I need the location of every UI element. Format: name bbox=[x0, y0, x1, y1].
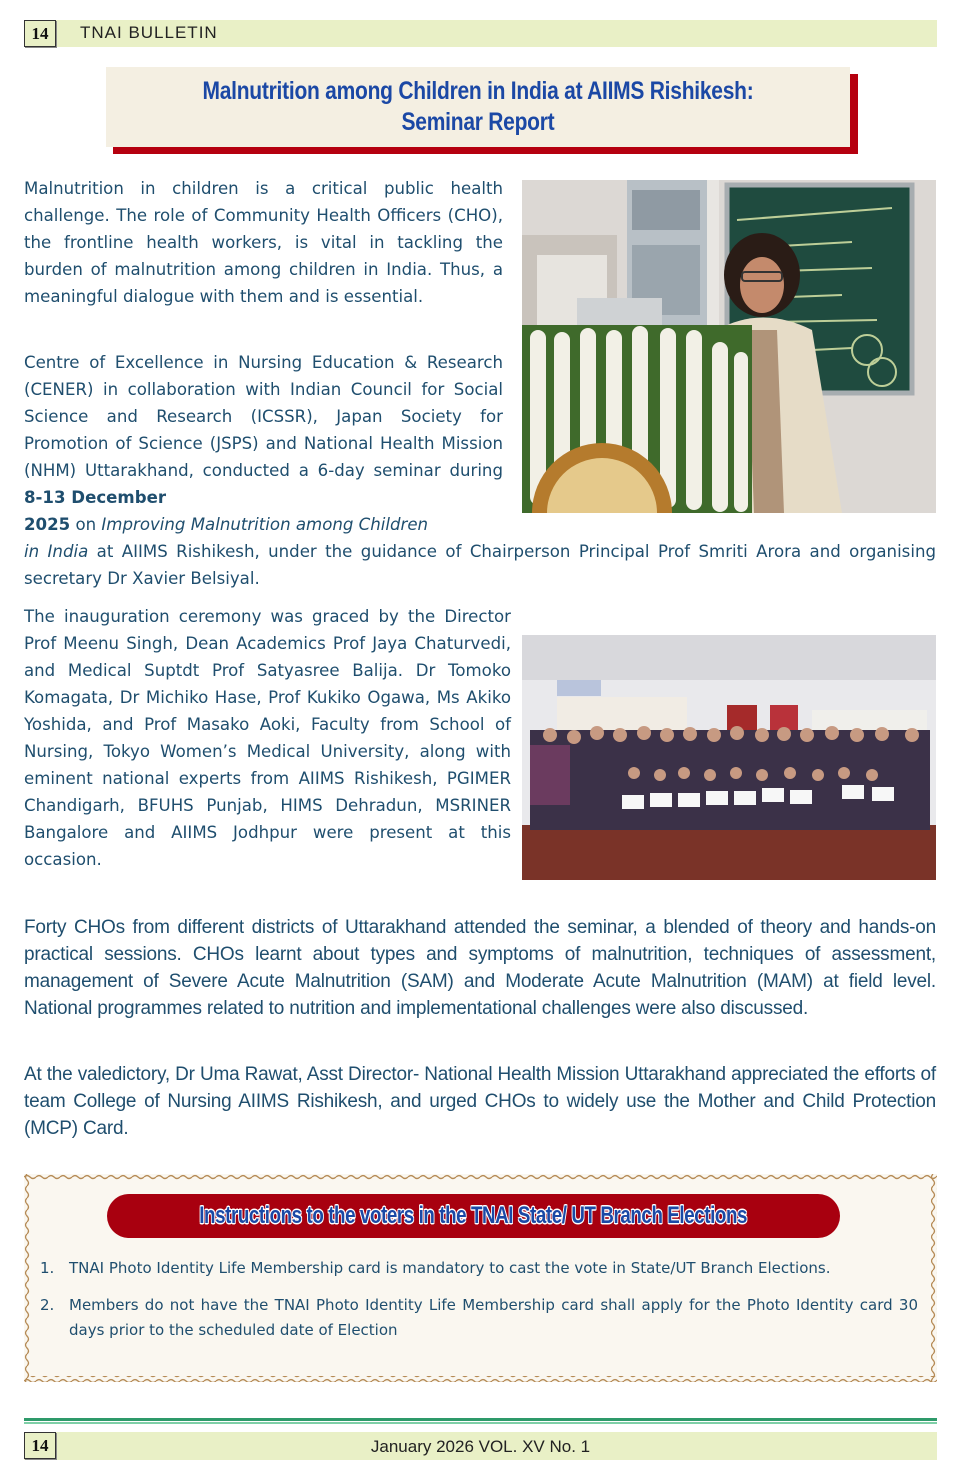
paragraph-valedictory: At the valedictory, Dr Uma Rawat, Asst Director- National Health Mission Uttarakhand appreciated the efforts of team College of Nursing AIIMS Rishikesh, and urged CHOs to widely use the Mother and Child Protection (MCP) Card. bbox=[24, 1064, 936, 1139]
seminar-year: 2025 bbox=[24, 515, 71, 534]
photo-group-illustration bbox=[522, 635, 936, 880]
election-instruction-item bbox=[40, 1293, 918, 1343]
paragraph-sessions: Forty CHOs from different districts of Uttarakhand attended the seminar, a blended of theory and hands-on practical sessions. CHOs learnt about types and symptoms of malnutrition, techniques of assessment, management of Severe Acute Malnutrition (SAM) and Moderate Acute Malnutrition (MAM) at field level. National programmes related to nutrition and implementational challenges were also discussed. bbox=[24, 917, 936, 1019]
article-title-line2: Seminar Report bbox=[401, 108, 555, 136]
photo-group bbox=[522, 635, 936, 880]
election-banner bbox=[107, 1194, 840, 1238]
paragraph-inauguration: The inauguration ceremony was graced by the Director Prof Meenu Singh, Dean Academics Prof Jaya Chaturvedi, and Medical Suptdt Prof Satyasree Balija. Dr Tomoko Komagata, Dr Michiko Hase, Prof Kukiko Ogawa, Ms Akiko Yoshida, and Prof Masako Aoki, Faculty from School of Nursing, Tokyo Women’s Medical University, along with eminent national experts from AIIMS Rishikesh, PGIMER Chandigarh, BFUHS Punjab, HIMS Dehradun, MSRINER Bangalore and AIIMS Jodhpur were present at this occasion. bbox=[24, 607, 511, 869]
election-instructions-list bbox=[40, 1256, 918, 1355]
item-text: TNAI Photo Identity Life Membership card is mandatory to cast the vote in State/UT Branch Elections. bbox=[69, 1259, 831, 1277]
election-instruction-item bbox=[40, 1256, 918, 1281]
seminar-dates: 8-13 December bbox=[24, 488, 167, 507]
publication-title: TNAI BULLETIN bbox=[80, 23, 218, 42]
seminar-topic-end: in India bbox=[24, 542, 89, 561]
paragraph-seminar-part3 bbox=[24, 538, 936, 592]
footer-issue: January 2026 VOL. XV No. 1 bbox=[370, 1437, 591, 1456]
article-title-box bbox=[106, 67, 850, 147]
seminar-text-on: on bbox=[70, 515, 102, 534]
footer-rule bbox=[24, 1418, 937, 1421]
seminar-guidance: at AIIMS Rishikesh, under the guidance of Chairperson Principal Prof Smriti Arora and organising secretary Dr Xavier Belsiyal. bbox=[24, 542, 936, 588]
footer-rule-light bbox=[24, 1422, 937, 1424]
election-heading: Instructions to the voters in the TNAI State/ UT Branch Elections bbox=[199, 1202, 748, 1229]
photo-speaker-illustration bbox=[522, 180, 936, 513]
article-title-line1: Malnutrition among Children in India at AIIMS Rishikesh: bbox=[202, 77, 754, 105]
paragraph-seminar-part2 bbox=[24, 511, 503, 538]
photo-speaker bbox=[522, 180, 936, 513]
paragraph-seminar-part1 bbox=[24, 349, 503, 511]
paragraph-intro: Malnutrition in children is a critical public health challenge. The role of Community Health Officers (CHO), the frontline health workers, is vital in tackling the burden of malnutrition among children in India. Thus, a meaningful dialogue with them and is essential. bbox=[24, 179, 503, 306]
item-number: 1. bbox=[40, 1259, 55, 1277]
item-number: 2. bbox=[40, 1296, 55, 1314]
item-text: Members do not have the TNAI Photo Identity Life Membership card shall apply for the Photo Identity card 30 days prior to the scheduled date of Election bbox=[69, 1296, 918, 1339]
header-page-number: 14 bbox=[24, 20, 56, 47]
seminar-text: Centre of Excellence in Nursing Education & Research (CENER) in collaboration with Indian Council for Social Science and Research (ICSSR), Japan Society for Promotion of Science (JSPS) and National Health Mission (NHM) Uttarakhand, conducted a 6-day seminar during bbox=[24, 353, 503, 480]
seminar-topic: Improving Malnutrition among Children bbox=[101, 515, 429, 534]
footer-page-number: 14 bbox=[24, 1432, 56, 1459]
